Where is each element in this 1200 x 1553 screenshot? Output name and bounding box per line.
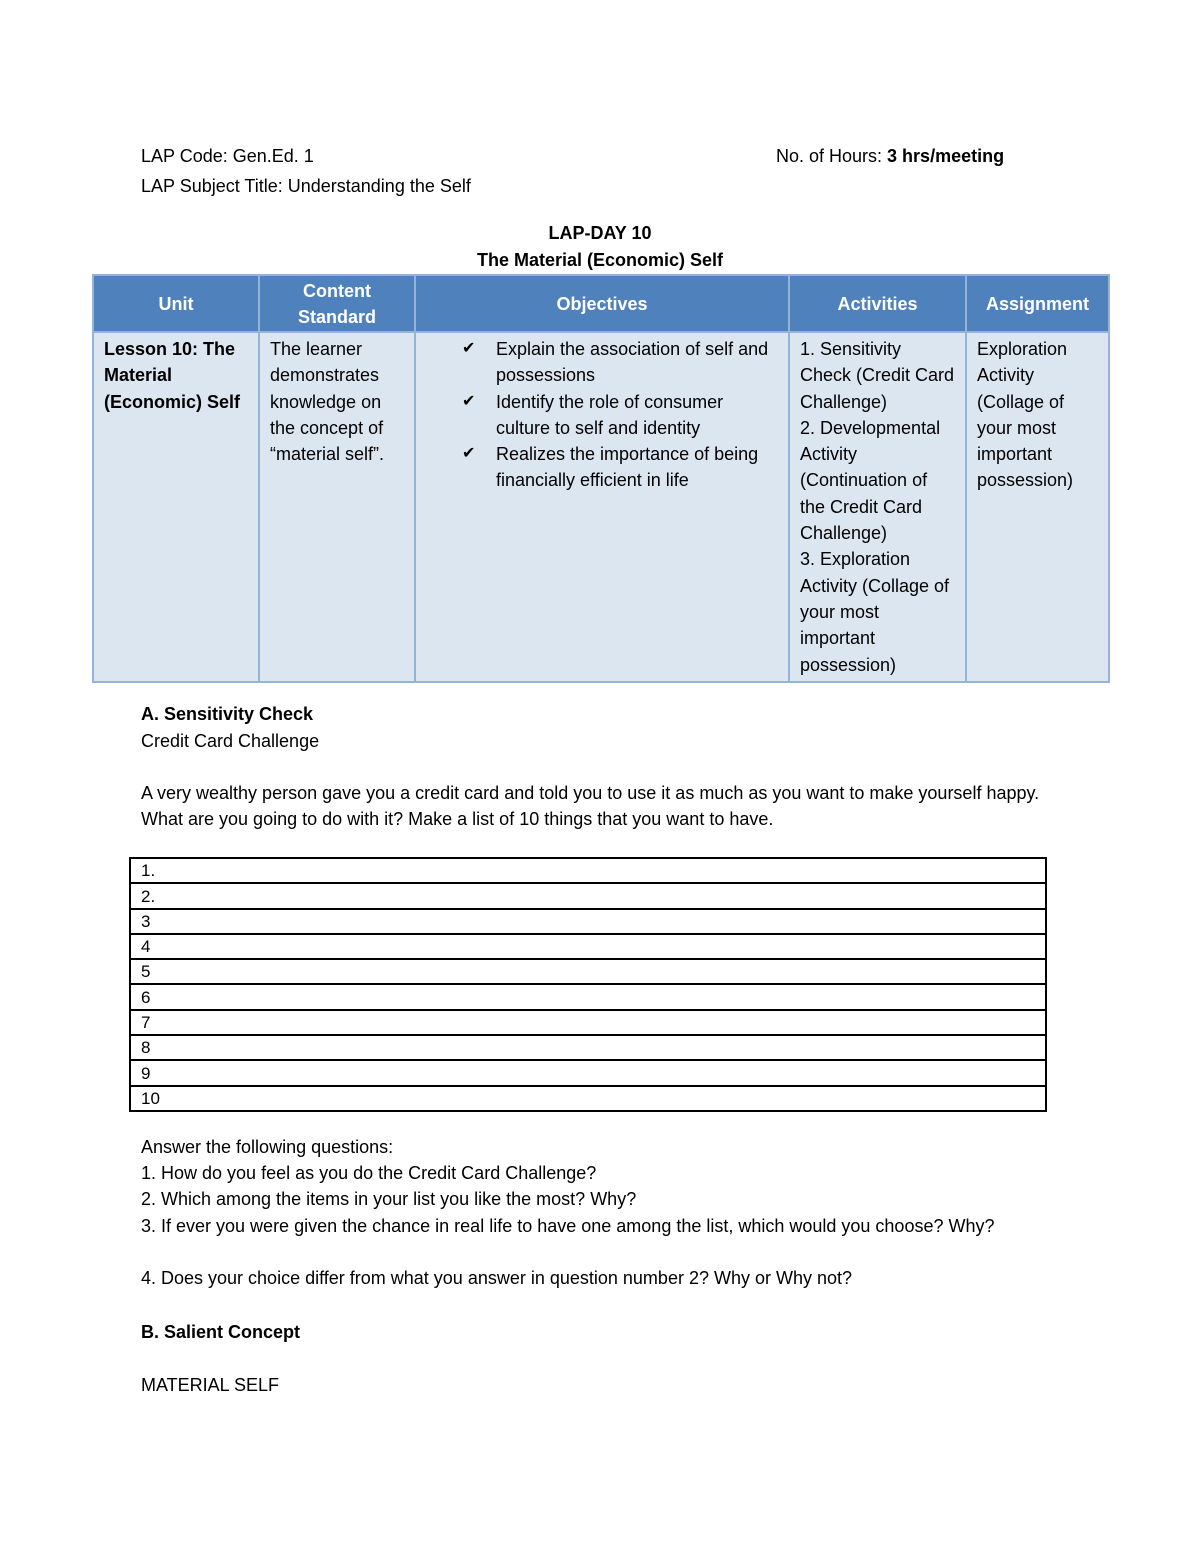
subject-title: LAP Subject Title: Understanding the Self <box>141 176 471 196</box>
table-row <box>130 909 1046 934</box>
content-standard-cell: The learner demonstrates knowledge on the concept of “material self”. <box>259 332 415 682</box>
list-item-number: 5 <box>130 959 1046 984</box>
header-content-standard: Content Standard <box>259 275 415 332</box>
lap-day-title: LAP-DAY 10 <box>548 223 652 243</box>
header-assignment: Assignment <box>966 275 1109 332</box>
list-item-number: 7 <box>130 1010 1046 1035</box>
hours-line <box>776 143 1004 169</box>
objective-text: Identify the role of consumer culture to self and identity <box>496 391 724 438</box>
list-item-number: 2. <box>130 883 1046 908</box>
table-row <box>130 984 1046 1009</box>
header-unit: Unit <box>93 275 259 332</box>
table-row <box>130 1035 1046 1060</box>
table-row <box>130 1010 1046 1035</box>
lap-table-row <box>93 332 1109 682</box>
list-item-number: 3 <box>130 909 1046 934</box>
objectives-list <box>426 336 778 494</box>
lap-code: LAP Code: Gen.Ed. 1 <box>141 146 314 166</box>
assignment-cell: Exploration Activity (Collage of your most important possession) <box>966 332 1109 682</box>
activity-item: 2. Developmental Activity (Continuation of the Credit Card Challenge) <box>800 417 941 544</box>
objective-text: Realizes the importance of being financially efficient in life <box>496 444 759 491</box>
checkmark-icon: ✔ <box>462 392 476 410</box>
list-item-number: 8 <box>130 1035 1046 1060</box>
section-b-heading: B. Salient Concept <box>141 1322 301 1342</box>
question-1: 1. How do you feel as you do the Credit Card Challenge? <box>141 1163 597 1183</box>
objective-text: Explain the association of self and possessions <box>496 339 769 386</box>
answer-list-table <box>129 857 1047 1112</box>
table-row <box>130 1086 1046 1111</box>
list-item-number: 1. <box>130 858 1046 883</box>
checkmark-icon: ✔ <box>462 340 476 357</box>
section-a-prompt: A very wealthy person gave you a credit card and told you to use it as much as you want to make yourself happy. What are you going to do with it? Make a list of 10 things that you want to have. <box>141 783 1040 829</box>
list-item-number: 4 <box>130 934 1046 959</box>
activities-list <box>800 336 955 678</box>
objective-item <box>426 441 778 494</box>
hours-value: 3 hrs/meeting <box>887 146 1005 166</box>
objective-item <box>426 389 778 442</box>
question-4: 4. Does your choice differ from what you answer in question number 2? Why or Why not? <box>141 1268 853 1288</box>
hours-label: No. of Hours: <box>776 146 888 166</box>
concept-label: MATERIAL SELF <box>141 1375 280 1395</box>
checkmark-icon: ✔ <box>462 445 476 463</box>
lap-table-header-row <box>93 275 1109 332</box>
questions-intro: Answer the following questions: <box>141 1137 394 1157</box>
table-row <box>130 858 1046 883</box>
table-row <box>130 959 1046 984</box>
list-item-number: 10 <box>130 1086 1046 1111</box>
topic-title: The Material (Economic) Self <box>476 250 724 270</box>
table-row <box>130 934 1046 959</box>
question-3: 3. If ever you were given the chance in real life to have one among the list, which would you choose? Why? <box>141 1216 995 1236</box>
section-a-subheading: Credit Card Challenge <box>141 731 320 751</box>
section-a-heading: A. Sensitivity Check <box>141 704 314 724</box>
list-item-number: 6 <box>130 984 1046 1009</box>
activity-item: 1. Sensitivity Check (Credit Card Challenge) <box>800 339 955 412</box>
header-activities: Activities <box>789 275 966 332</box>
table-row <box>130 1060 1046 1085</box>
header-objectives: Objectives <box>415 275 789 332</box>
lap-table <box>92 274 1110 683</box>
objectives-cell <box>415 332 789 682</box>
activity-item: 3. Exploration Activity (Collage of your most important possession) <box>800 549 950 675</box>
list-item-number: 9 <box>130 1060 1046 1085</box>
question-2: 2. Which among the items in your list you like the most? Why? <box>141 1189 637 1209</box>
objective-item <box>426 336 778 389</box>
table-row <box>130 883 1046 908</box>
unit-cell: Lesson 10: The Material (Economic) Self <box>93 332 259 682</box>
activities-cell <box>789 332 966 682</box>
